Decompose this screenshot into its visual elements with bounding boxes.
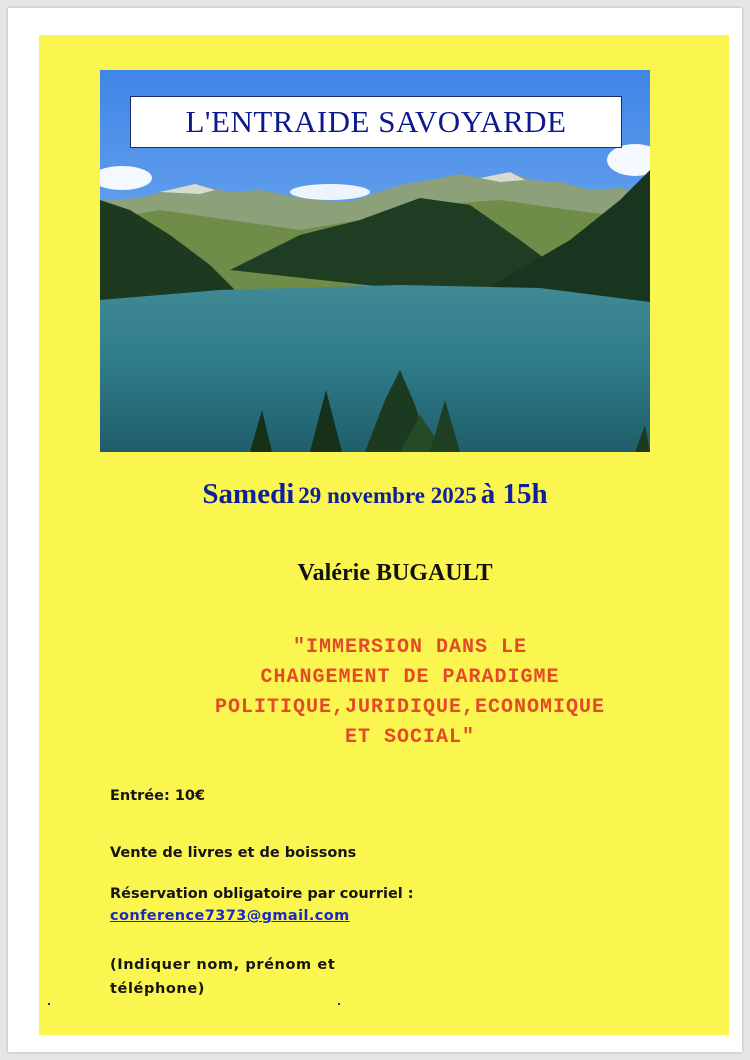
event-title: L'ENTRAIDE SAVOYARDE: [185, 104, 567, 139]
note-line: téléphone): [110, 981, 206, 997]
email-link[interactable]: conference7373@gmail.com: [110, 908, 350, 924]
stray-dot: [338, 1003, 340, 1005]
subject-line: POLITIQUE,JURIDIQUE,ECONOMIQUE: [214, 696, 606, 719]
subject-line: ET SOCIAL": [344, 726, 476, 749]
event-day: Samedi: [202, 478, 295, 510]
reservation-note: [110, 953, 335, 1001]
event-time: à 15h: [480, 478, 548, 510]
event-date-text: 29 novembre 2025: [298, 483, 477, 508]
stray-dot: [48, 1003, 50, 1005]
entry-fee: Entrée: 10€: [110, 788, 206, 804]
conference-subject: [100, 633, 720, 753]
sales-info: Vente de livres et de boissons: [110, 845, 357, 861]
title-box: [130, 96, 622, 148]
speaker-name: Valérie BUGAULT: [297, 560, 493, 586]
event-date: [0, 478, 750, 511]
note-line: (Indiquer nom, prénom et: [110, 957, 336, 973]
subject-line: "IMMERSION DANS LE: [292, 636, 528, 659]
subject-line: CHANGEMENT DE PARADIGME: [260, 666, 560, 689]
reservation-info: Réservation obligatoire par courriel :: [110, 886, 414, 902]
